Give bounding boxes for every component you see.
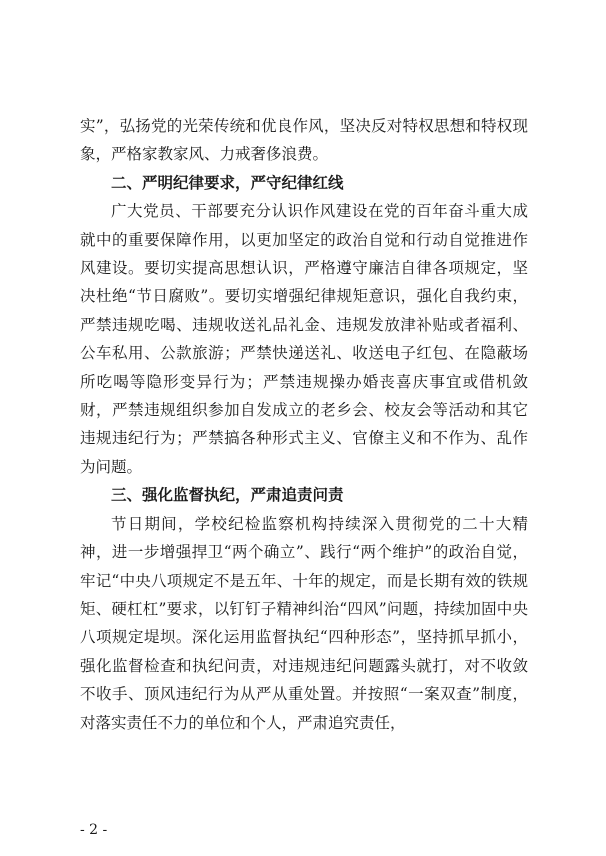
page-number: - 2 - <box>80 822 108 838</box>
section-heading: 三、强化监督执纪，严肃追责问责 <box>111 486 344 505</box>
document-body <box>80 112 528 737</box>
body-paragraph: 节日期间，学校纪检监察机构持续深入贯彻党的二十大精神，进一步增强捍卫“两个确立”、践行“两个维护”的政治自觉，牢记“中央八项规定不是五年、十年的规定，而是长期有效的铁规矩、硬杠杠”要求，以钉钉子精神纠治“四风”问题，持续加固中央八项规定堤坝。深化运用监督执纪“四种形态”，坚持抓早抓小，强化监督检查和执纪问责，对违规违纪问题露头就打，对不收敛不收手、顶风违纪行为从严从重处置。并按照“一案双查”制度，对落实责任不力的单位和个人，严肃追究责任， <box>80 514 528 732</box>
section-heading: 二、严明纪律要求，严守纪律红线 <box>111 173 344 192</box>
body-paragraph: 实”，弘扬党的光荣传统和优良作风，坚决反对特权思想和特权现象，严格家教家风、力戒奢侈浪费。 <box>80 117 528 164</box>
body-paragraph: 广大党员、干部要充分认识作风建设在党的百年奋斗重大成就中的重要保障作用，以更加坚定的政治自觉和行动自觉推进作风建设。要切实提高思想认识，严格遵守廉洁自律各项规定，坚决杜绝“节日腐败”。要切实增强纪律规矩意识，强化自我约束，严禁违规吃喝、违规收送礼品礼金、违规发放津补贴或者福利、公车私用、公款旅游；严禁快递送礼、收送电子红包、在隐蔽场所吃喝等隐形变异行为；严禁违规操办婚丧喜庆事宜或借机敛财，严禁违规组织参加自发成立的老乡会、校友会等活动和其它违规违纪行为；严禁搞各种形式主义、官僚主义和不作为、乱作为问题。 <box>80 202 528 476</box>
